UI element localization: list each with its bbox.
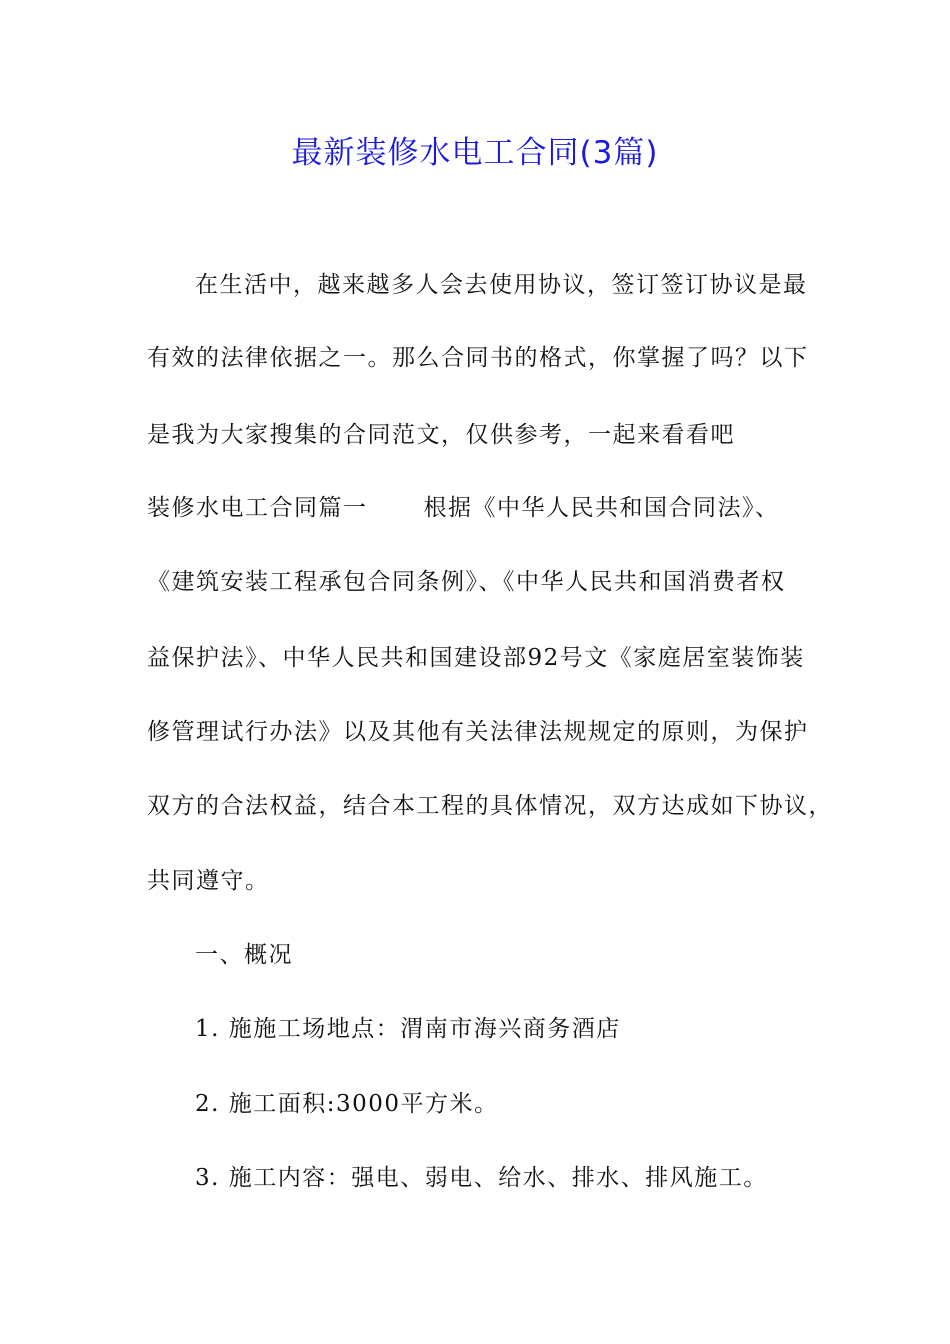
paragraph-text: 根据《中华人民共和国合同法》、 [423, 495, 780, 521]
paragraph-line: 修管理试行办法》以及其他有关法律法规规定的原则，为保护 [147, 719, 809, 745]
paragraph-line: 有效的法律依据之一。那么合同书的格式，你掌握了吗？以下 [147, 345, 809, 371]
paragraph-line: 《建筑安装工程承包合同条例》、《中华人民共和国消费者权 [147, 569, 786, 595]
list-item: 2. 施工面积:3000平方米。 [195, 1091, 499, 1117]
paragraph-line: 共同遵守。 [147, 868, 270, 894]
document-title: 最新装修水电工合同(3篇) [291, 135, 659, 171]
paragraph-line: 双方的合法权益，结合本工程的具体情况，双方达成如下协议， [147, 793, 833, 819]
paragraph-line: 益保护法》、中华人民共和国建设部92号文《家庭居室装饰装 [147, 645, 805, 671]
section-heading-line [147, 493, 817, 523]
paragraph-line: 在生活中，越来越多人会去使用协议，签订签订协议是最 [195, 272, 808, 298]
list-item: 1. 施施工场地点：渭南市海兴商务酒店 [195, 1016, 621, 1042]
paragraph-line: 是我为大家搜集的合同范文，仅供参考，一起来看看吧 [147, 422, 735, 448]
list-item: 3. 施工内容：强电、弱电、给水、排水、排风施工。 [195, 1165, 768, 1191]
subsection-heading: 一、概况 [195, 942, 293, 968]
section-heading: 装修水电工合同篇一 [147, 495, 368, 521]
